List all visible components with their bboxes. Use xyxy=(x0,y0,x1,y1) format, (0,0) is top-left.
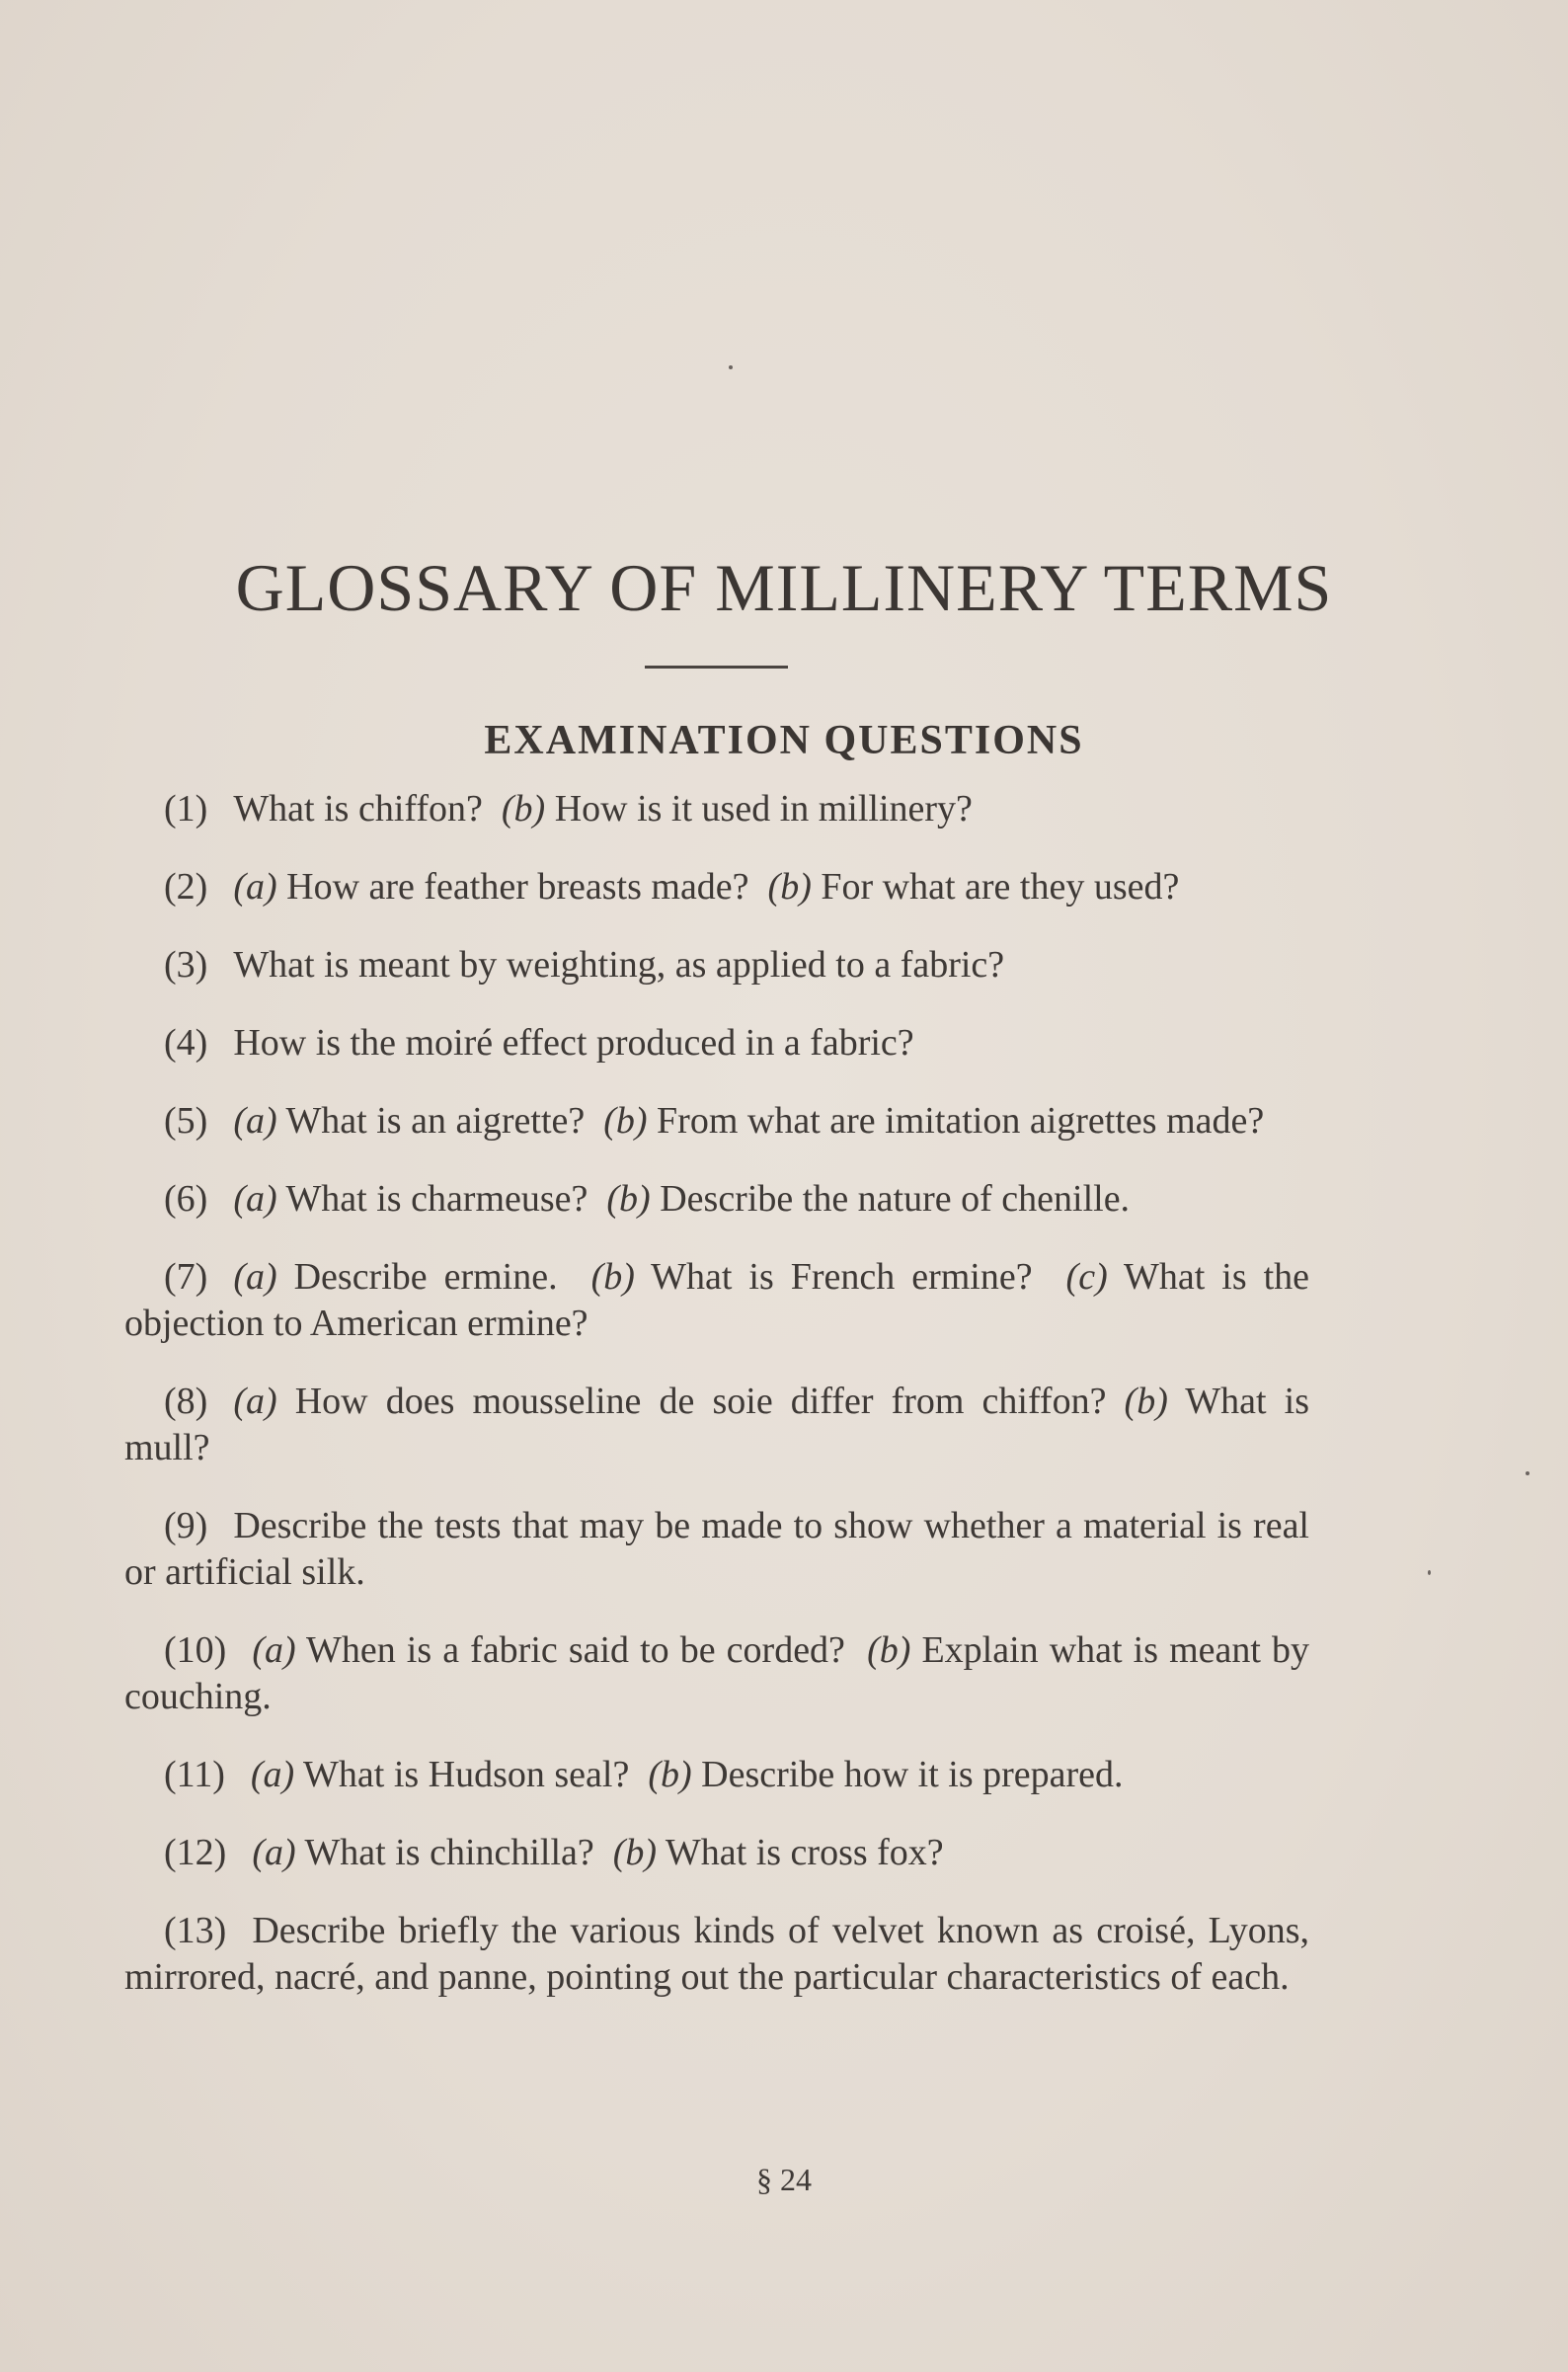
question-list xyxy=(124,786,1319,2032)
question-part-label: (c) xyxy=(1065,1256,1108,1298)
question-item xyxy=(124,1254,1319,1347)
question-part-text: How is it used in millinery? xyxy=(545,788,973,830)
question-part-label: (b) xyxy=(606,1178,651,1220)
question-part-label: (b) xyxy=(1124,1381,1168,1422)
question-part-label: (b) xyxy=(867,1629,911,1671)
section-heading: EXAMINATION QUESTIONS xyxy=(484,718,1084,763)
question-item xyxy=(124,1503,1319,1596)
question-part-text: How does mousseline de soie differ from chiffon? xyxy=(276,1381,1125,1422)
question-number: (2) xyxy=(164,866,208,908)
page-title: GLOSSARY OF MILLINERY TERMS xyxy=(235,550,1333,625)
question-number: (3) xyxy=(164,944,208,986)
question-part-label: (a) xyxy=(233,1381,277,1422)
question-number: (7) xyxy=(164,1256,208,1298)
question-part-label: (b) xyxy=(603,1100,648,1142)
question-item xyxy=(124,1752,1309,1798)
title-divider xyxy=(645,666,788,669)
question-part-text: Describe the nature of chenille. xyxy=(650,1178,1131,1220)
question-part-text: How are feather breasts made? xyxy=(276,866,768,908)
question-part-text: What is cross fox? xyxy=(657,1832,944,1873)
question-item xyxy=(124,1627,1319,1720)
question-part-label: (b) xyxy=(767,866,812,908)
question-part-label: (b) xyxy=(501,788,546,830)
question-number: (13) xyxy=(164,1910,227,1951)
question-number: (10) xyxy=(164,1629,227,1671)
question-item xyxy=(124,1908,1319,2001)
question-item xyxy=(124,1379,1319,1471)
question-number: (5) xyxy=(164,1100,208,1142)
question-number: (1) xyxy=(164,788,208,830)
question-part-text: What is French ermine? xyxy=(634,1256,1066,1298)
question-item xyxy=(124,786,1309,832)
question-part-text: What is chiffon? xyxy=(233,788,502,830)
question-item xyxy=(124,1098,1309,1145)
question-part-text: What is an aigrette? xyxy=(276,1100,604,1142)
question-number: (9) xyxy=(164,1505,208,1546)
question-part-text: What is meant by weighting, as applied to a fabric? xyxy=(233,944,1005,986)
question-item xyxy=(124,1830,1309,1876)
question-part-label: (b) xyxy=(590,1256,635,1298)
question-part-text: What is chinchilla? xyxy=(295,1832,613,1873)
question-part-text: What is charmeuse? xyxy=(276,1178,607,1220)
paper-speck xyxy=(1428,1570,1431,1575)
question-number: (6) xyxy=(164,1178,208,1220)
question-item xyxy=(124,1020,1309,1067)
question-item xyxy=(124,864,1309,910)
question-part-text: How is the moiré effect produced in a fabric? xyxy=(233,1022,914,1064)
question-item xyxy=(124,942,1309,988)
question-part-text: Describe how it is prepared. xyxy=(691,1754,1124,1795)
question-part-label: (a) xyxy=(233,1256,277,1298)
question-number: (11) xyxy=(164,1754,225,1795)
question-part-text: Describe briefly the various kinds of velvet known as croisé, Lyons, mirrored, nacré, and panne, pointing out the particular characteristics of each. xyxy=(124,1910,1319,1998)
question-part-text: What is Hudson seal? xyxy=(294,1754,649,1795)
page-footer-section-number: § 24 xyxy=(756,2162,812,2197)
question-part-text: What is mull? xyxy=(124,1381,1319,1468)
question-part-text: What is the objection to American ermine? xyxy=(124,1256,1319,1344)
question-number: (8) xyxy=(164,1381,208,1422)
question-part-label: (a) xyxy=(233,1100,277,1142)
question-part-text: From what are imitation aigrettes made? xyxy=(647,1100,1265,1142)
paper-speck xyxy=(729,365,733,369)
question-part-label: (a) xyxy=(233,866,277,908)
question-item xyxy=(124,1176,1309,1223)
question-part-label: (a) xyxy=(252,1629,296,1671)
question-part-text: When is a fabric said to be corded? xyxy=(295,1629,868,1671)
question-part-label: (a) xyxy=(252,1832,296,1873)
question-part-text: For what are they used? xyxy=(811,866,1180,908)
question-part-text: Describe ermine. xyxy=(276,1256,591,1298)
question-part-text: Describe the tests that may be made to show whether a material is real or artificial silk. xyxy=(124,1505,1319,1593)
question-number: (12) xyxy=(164,1832,227,1873)
question-part-label: (a) xyxy=(250,1754,295,1795)
question-part-label: (b) xyxy=(612,1832,658,1873)
question-number: (4) xyxy=(164,1022,208,1064)
question-part-label: (b) xyxy=(648,1754,692,1795)
question-part-text: Explain what is meant by couching. xyxy=(124,1629,1319,1717)
paper-speck xyxy=(1526,1471,1529,1475)
question-part-label: (a) xyxy=(233,1178,277,1220)
